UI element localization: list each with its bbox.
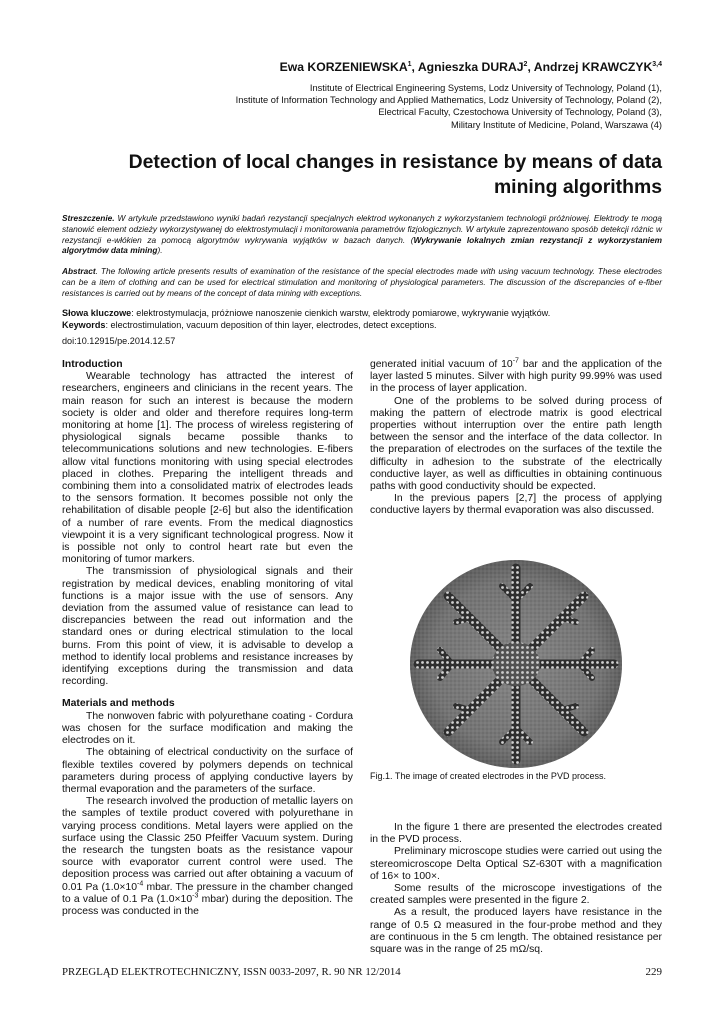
- author-sep: ,: [411, 60, 418, 74]
- abstract-label: Abstract: [62, 266, 96, 276]
- left-column: [62, 359, 353, 918]
- streszczenie-end: ).: [157, 245, 163, 256]
- keywords-en: [62, 320, 662, 332]
- streszczenie-label: Streszczenie.: [62, 213, 115, 223]
- author-3: Andrzej KRAWCZYK: [533, 60, 653, 74]
- keywords-pl-label: Słowa kluczowe: [62, 308, 132, 318]
- streszczenie-text: W artykule przedstawiono wyniki badań rezystancji specjalnych elektrod wykonanych z wykorzystaniem technologii próżniowej. Elektrody te mogą stanowić element odzieży wykorzystywanej do elektrostymulacji i monitorowania parametrów fizjologicznych. W artykule zaprezentowano sposób detekcji różnic w rezystancji e-włókien za pomocą algorytmów wykrywania wyjątków w bazach danych. (: [62, 213, 662, 245]
- abstract-text: . The following article presents results of examination of the resistance of the special electrodes made with using vacuum technology. These electrodes can be a item of clothing and can be used for electrical stimulation and monitoring of physiological parameters. The discussion of the discrepancies of e-fiber resistances is carried out by means of the concept of data mining with exceptions.: [62, 266, 662, 298]
- exponent: -3: [192, 892, 199, 900]
- paragraph-part: mbar. The pressure in the chamber changed to a value of 0.1 Pa (1.0×10: [62, 881, 353, 905]
- right-column-bottom: [370, 822, 662, 956]
- paragraph-part: bar and the application of the layer lasted 5 minutes. Silver with high purity 99.99% was used in the process of layer application.: [370, 359, 662, 395]
- affiliations: [236, 82, 662, 131]
- paragraph: Preliminary microscope studies were carried out using the stereomicroscope Delta Optical SZ-630T with a magnification of 16× to 100×.: [370, 846, 662, 882]
- streszczenie-polish-title: Wykrywanie lokalnych zmian rezystancji z wykorzystaniem algorytmów data mining: [62, 234, 662, 256]
- affiliation-line: Military Institute of Medicine, Poland, Warszawa (4): [451, 119, 662, 130]
- keywords-pl: [62, 308, 662, 320]
- author-line: [280, 60, 662, 74]
- paragraph-part: generated initial vacuum of 10: [370, 359, 513, 370]
- paragraph: In the figure 1 there are presented the electrodes created in the PVD process.: [370, 822, 662, 846]
- page-number: 229: [645, 966, 662, 978]
- right-column-top: [370, 359, 662, 518]
- paragraph: [62, 796, 353, 918]
- section-heading-introduction: Introduction: [62, 359, 123, 370]
- affiliation-line: Institute of Information Technology and Applied Mathematics, Lodz University of Technology, Poland (2),: [235, 95, 662, 106]
- figure-1: [370, 560, 662, 768]
- paragraph: One of the problems to be solved during process of making the pattern of electrode matrix is good electrical properties without interruption over the entire path length between the sensor and the interface of the data collector. In the preparation of electrodes on the surfaces of the textile the difficulty in adhesion to the substrate of the electrically conductive layer, as well as difficulties in obtaining continuous paths with good conductivity should be expected.: [370, 395, 662, 493]
- exponent: -7: [512, 357, 519, 365]
- streszczenie: [62, 213, 662, 256]
- journal-footer: PRZEGLĄD ELEKTROTECHNICZNY, ISSN 0033-2097, R. 90 NR 12/2014: [62, 966, 401, 978]
- abstract: [62, 266, 662, 298]
- paragraph: [370, 359, 662, 396]
- author-sep: ,: [527, 60, 534, 74]
- keywords-block: [62, 308, 662, 331]
- electrode-photo: [370, 560, 662, 768]
- author-2: Agnieszka DURAJ: [417, 60, 524, 74]
- paragraph: The nonwoven fabric with polyurethane coating - Cordura was chosen for the surface modification and making the electrodes on it.: [62, 710, 353, 747]
- author-2-affil: 2: [523, 60, 528, 68]
- paragraph-part: The research involved the production of metallic layers on the samples of textile product covered with polyurethane in varying process conditions. Metal layers were applied on the surface using the Classic 250 Pfeiffer Vacuum system. During the research the tungsten boats as the resistance vapour source with evaporator current control were used. The deposition process was carried out after obtaining a vacuum of 0.01 Pa (1.0×10: [62, 796, 353, 893]
- exponent: -4: [136, 880, 144, 888]
- author-3-affil: 3,4: [652, 60, 662, 68]
- section-heading-materials: Materials and methods: [62, 698, 175, 710]
- figure-caption: Fig.1. The image of created electrodes in the PVD process.: [370, 771, 606, 781]
- paragraph: Wearable technology has attracted the interest of researchers, engineers and clinicians in the recent years. The main reason for such an interest is because the modern society is older and older and therefore requires long-term monitoring at home [1]. The process of wireless registering of physiological signals became possible thanks to telecommunications solutions and new technologies. E-fibers allow vital functions monitoring with using special electrodes placed in clothes. Preparing the intelligent threads and combining them into a consolidated matrix of electrodes leads to the sensors formation. It becomes possible not only the rehabilitation of disable people [2-6] but also the identification of a number of rare events. From the medical diagnostics viewpoint it is a very significant technological progress. Now it is possible not only to control heart rate but even the monitoring of tumor markers.: [62, 371, 353, 566]
- paragraph: As a result, the produced layers have resistance in the range of 0.5 Ω measured in the four-probe method and they are continuous in the 5 cm length. The obtained resistance per square was in the range of 25 mΩ/sq.: [370, 907, 662, 956]
- affiliation-line: Institute of Electrical Engineering Systems, Lodz University of Technology, Poland (1),: [309, 83, 662, 93]
- doi[interactable]: doi:10.12915/pe.2014.12.57: [62, 336, 176, 346]
- paragraph-part: mbar) during the deposition. The process was conducted in the: [62, 893, 353, 917]
- keywords-pl-text: : elektrostymulacja, próżniowe nanoszenie cienkich warstw, elektrody pomiarowe, wykrywanie wyjątków.: [131, 308, 551, 318]
- paragraph: In the previous papers [2,7] the process of applying conductive layers by thermal evaporation was also discussed.: [370, 493, 662, 517]
- keywords-en-label: Keywords: [62, 319, 106, 330]
- affiliation-line: Electrical Faculty, Czestochowa University of Technology, Poland (3),: [378, 107, 662, 118]
- paragraph: The transmission of physiological signals and their registration by medical devices, enabling monitoring of vital functions is a major issue with the use of sensors. Any deviation from the assumed value of resistance can lead to discrepancies between the read out information and the standard ones or during electrical stimulation to the local burns. From this point of view, it is advisable to develop a method to identify local problems and resistance increases by identifying exceptions during the transmission and data recording.: [62, 566, 353, 688]
- author-1: Ewa KORZENIEWSKA: [279, 60, 408, 74]
- keywords-en-text: : electrostimulation, vacuum deposition of thin layer, electrodes, detect exceptions.: [105, 319, 437, 330]
- paragraph: Some results of the microscope investigations of the created samples were presented in the figure 2.: [370, 883, 662, 907]
- paper-title: Detection of local changes in resistance by means of data mining algorithms: [128, 151, 662, 198]
- paragraph: The obtaining of electrical conductivity on the surface of flexible textiles covered by polymers depends on technical parameters during process of applying conductive layers by thermal evaporation and the parameters of the surface.: [62, 747, 353, 795]
- author-1-affil: 1: [407, 60, 412, 68]
